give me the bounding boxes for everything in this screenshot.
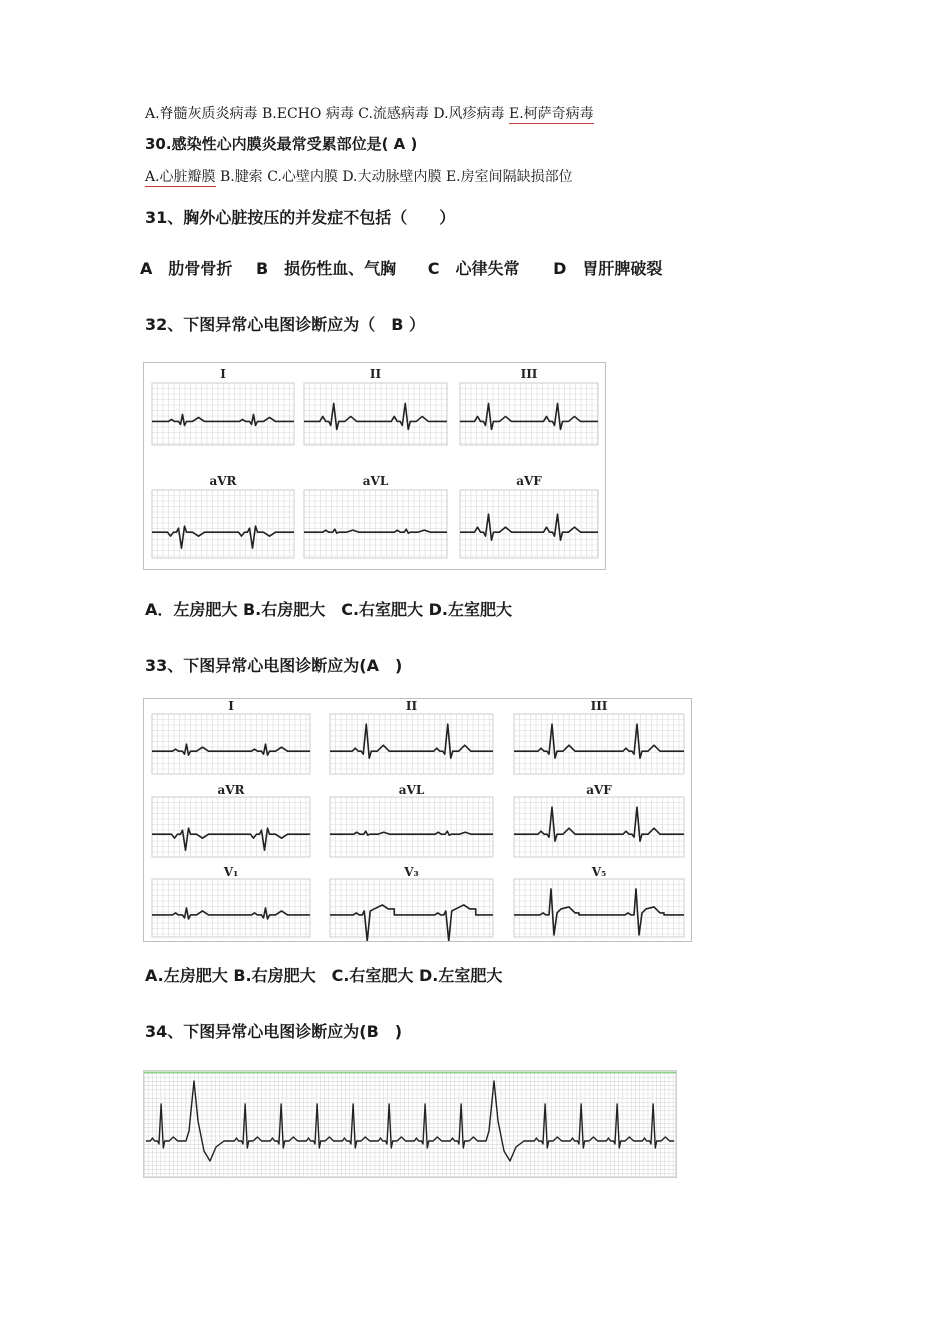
q32-lead-label-avl: aVL (362, 474, 389, 488)
q33-lead-label-iii: III (590, 699, 608, 713)
q33-ecg-svg (144, 699, 691, 941)
q31-option-d: D 胃肝脾破裂 (553, 259, 663, 278)
q33-grid-ii (330, 714, 493, 774)
q32-lead-label-i: I (220, 367, 226, 381)
q32-options: A．左房肥大 B.右房肥大 C.右室肥大 D.左室肥大 (145, 600, 512, 619)
q32-grid-avf-frame (460, 490, 598, 558)
q31-option-a: A 肋骨骨折 (140, 259, 233, 278)
q33-grid-avr-frame (152, 797, 310, 857)
q33-ecg-figure (143, 698, 692, 942)
q33-grid-v1 (152, 879, 310, 937)
q30-options-rest: B.腱索 C.心壁内膜 D.大动脉壁内膜 E.房室间隔缺损部位 (215, 169, 573, 185)
q34-trace (146, 1081, 674, 1161)
q33-options: A.左房肥大 B.右房肥大 C.右室肥大 D.左室肥大 (145, 966, 503, 985)
q33-trace-avr (152, 828, 310, 850)
q32-grid-iii (460, 383, 598, 445)
q29-options (145, 103, 594, 123)
q33-lead-label-avr: aVR (217, 783, 245, 797)
q34-grid (144, 1073, 676, 1177)
q33-lead-label-ii: II (405, 699, 418, 713)
q34-rhythm-strip (143, 1070, 677, 1178)
q33-grid-avl-frame (330, 797, 493, 857)
q29-options-a-d: A.脊髓灰质炎病毒 B.ECHO 病毒 C.流感病毒 D.风疹病毒 (145, 106, 510, 122)
q32-ecg-figure (143, 362, 606, 570)
q32-lead-label-avr: aVR (209, 474, 237, 488)
q33-lead-label-v3: V₃ (404, 865, 419, 879)
q34-ecg-svg (144, 1071, 676, 1177)
q32-grid-avr (152, 490, 294, 558)
q33-grid-avr (152, 797, 310, 857)
q33-grid-i (152, 714, 310, 774)
q33-lead-label-v5: V₅ (591, 865, 607, 879)
q33-trace-avl (330, 831, 493, 835)
q30-option-a: A.心脏瓣膜 (145, 169, 216, 185)
q32-grid-avf (460, 490, 598, 558)
q31-question: 31、胸外心脏按压的并发症不包括（ ） (145, 208, 456, 227)
q33-grid-iii-frame (514, 714, 684, 774)
q32-grid-i (152, 383, 294, 445)
q33-question: 33、下图异常心电图诊断应为(A ) (145, 656, 403, 675)
q31-option-b: B 损伤性血、气胸 (255, 259, 397, 278)
q32-grid-ii (304, 383, 447, 445)
q30-options (145, 166, 573, 186)
q32-trace-iii (460, 403, 598, 429)
q33-lead-label-v1: V₁ (223, 865, 239, 879)
q30-question: 30.感染性心内膜炎最常受累部位是( A ) (145, 135, 418, 153)
q32-lead-label-ii: II (369, 367, 382, 381)
q32-trace-avf (460, 514, 598, 540)
q31-option-c: C 心律失常 (427, 259, 520, 278)
q33-grid-avl (330, 797, 493, 857)
q32-grid-avl (304, 490, 447, 558)
q34-question: 34、下图异常心电图诊断应为(B ) (145, 1022, 403, 1041)
q32-grid-iii-frame (460, 383, 598, 445)
q33-lead-label-avf: aVF (586, 783, 612, 797)
q33-grid-i-frame (152, 714, 310, 774)
q32-lead-label-iii: III (520, 367, 538, 381)
q32-question: 32、下图异常心电图诊断应为（ B ） (145, 315, 426, 334)
q33-grid-avf-frame (514, 797, 684, 857)
q33-trace-i (152, 744, 310, 755)
q33-grid-v5 (514, 879, 684, 937)
q33-lead-label-avl: aVL (398, 783, 425, 797)
q33-grid-ii-frame (330, 714, 493, 774)
q33-grid-avf (514, 797, 684, 857)
q31-options (140, 256, 672, 279)
q33-lead-label-i: I (228, 699, 234, 713)
q33-grid-iii (514, 714, 684, 774)
q29-option-e: E.柯萨奇病毒 (509, 106, 594, 122)
q32-lead-label-avf: aVF (516, 474, 542, 488)
q32-ecg-svg (144, 363, 605, 569)
